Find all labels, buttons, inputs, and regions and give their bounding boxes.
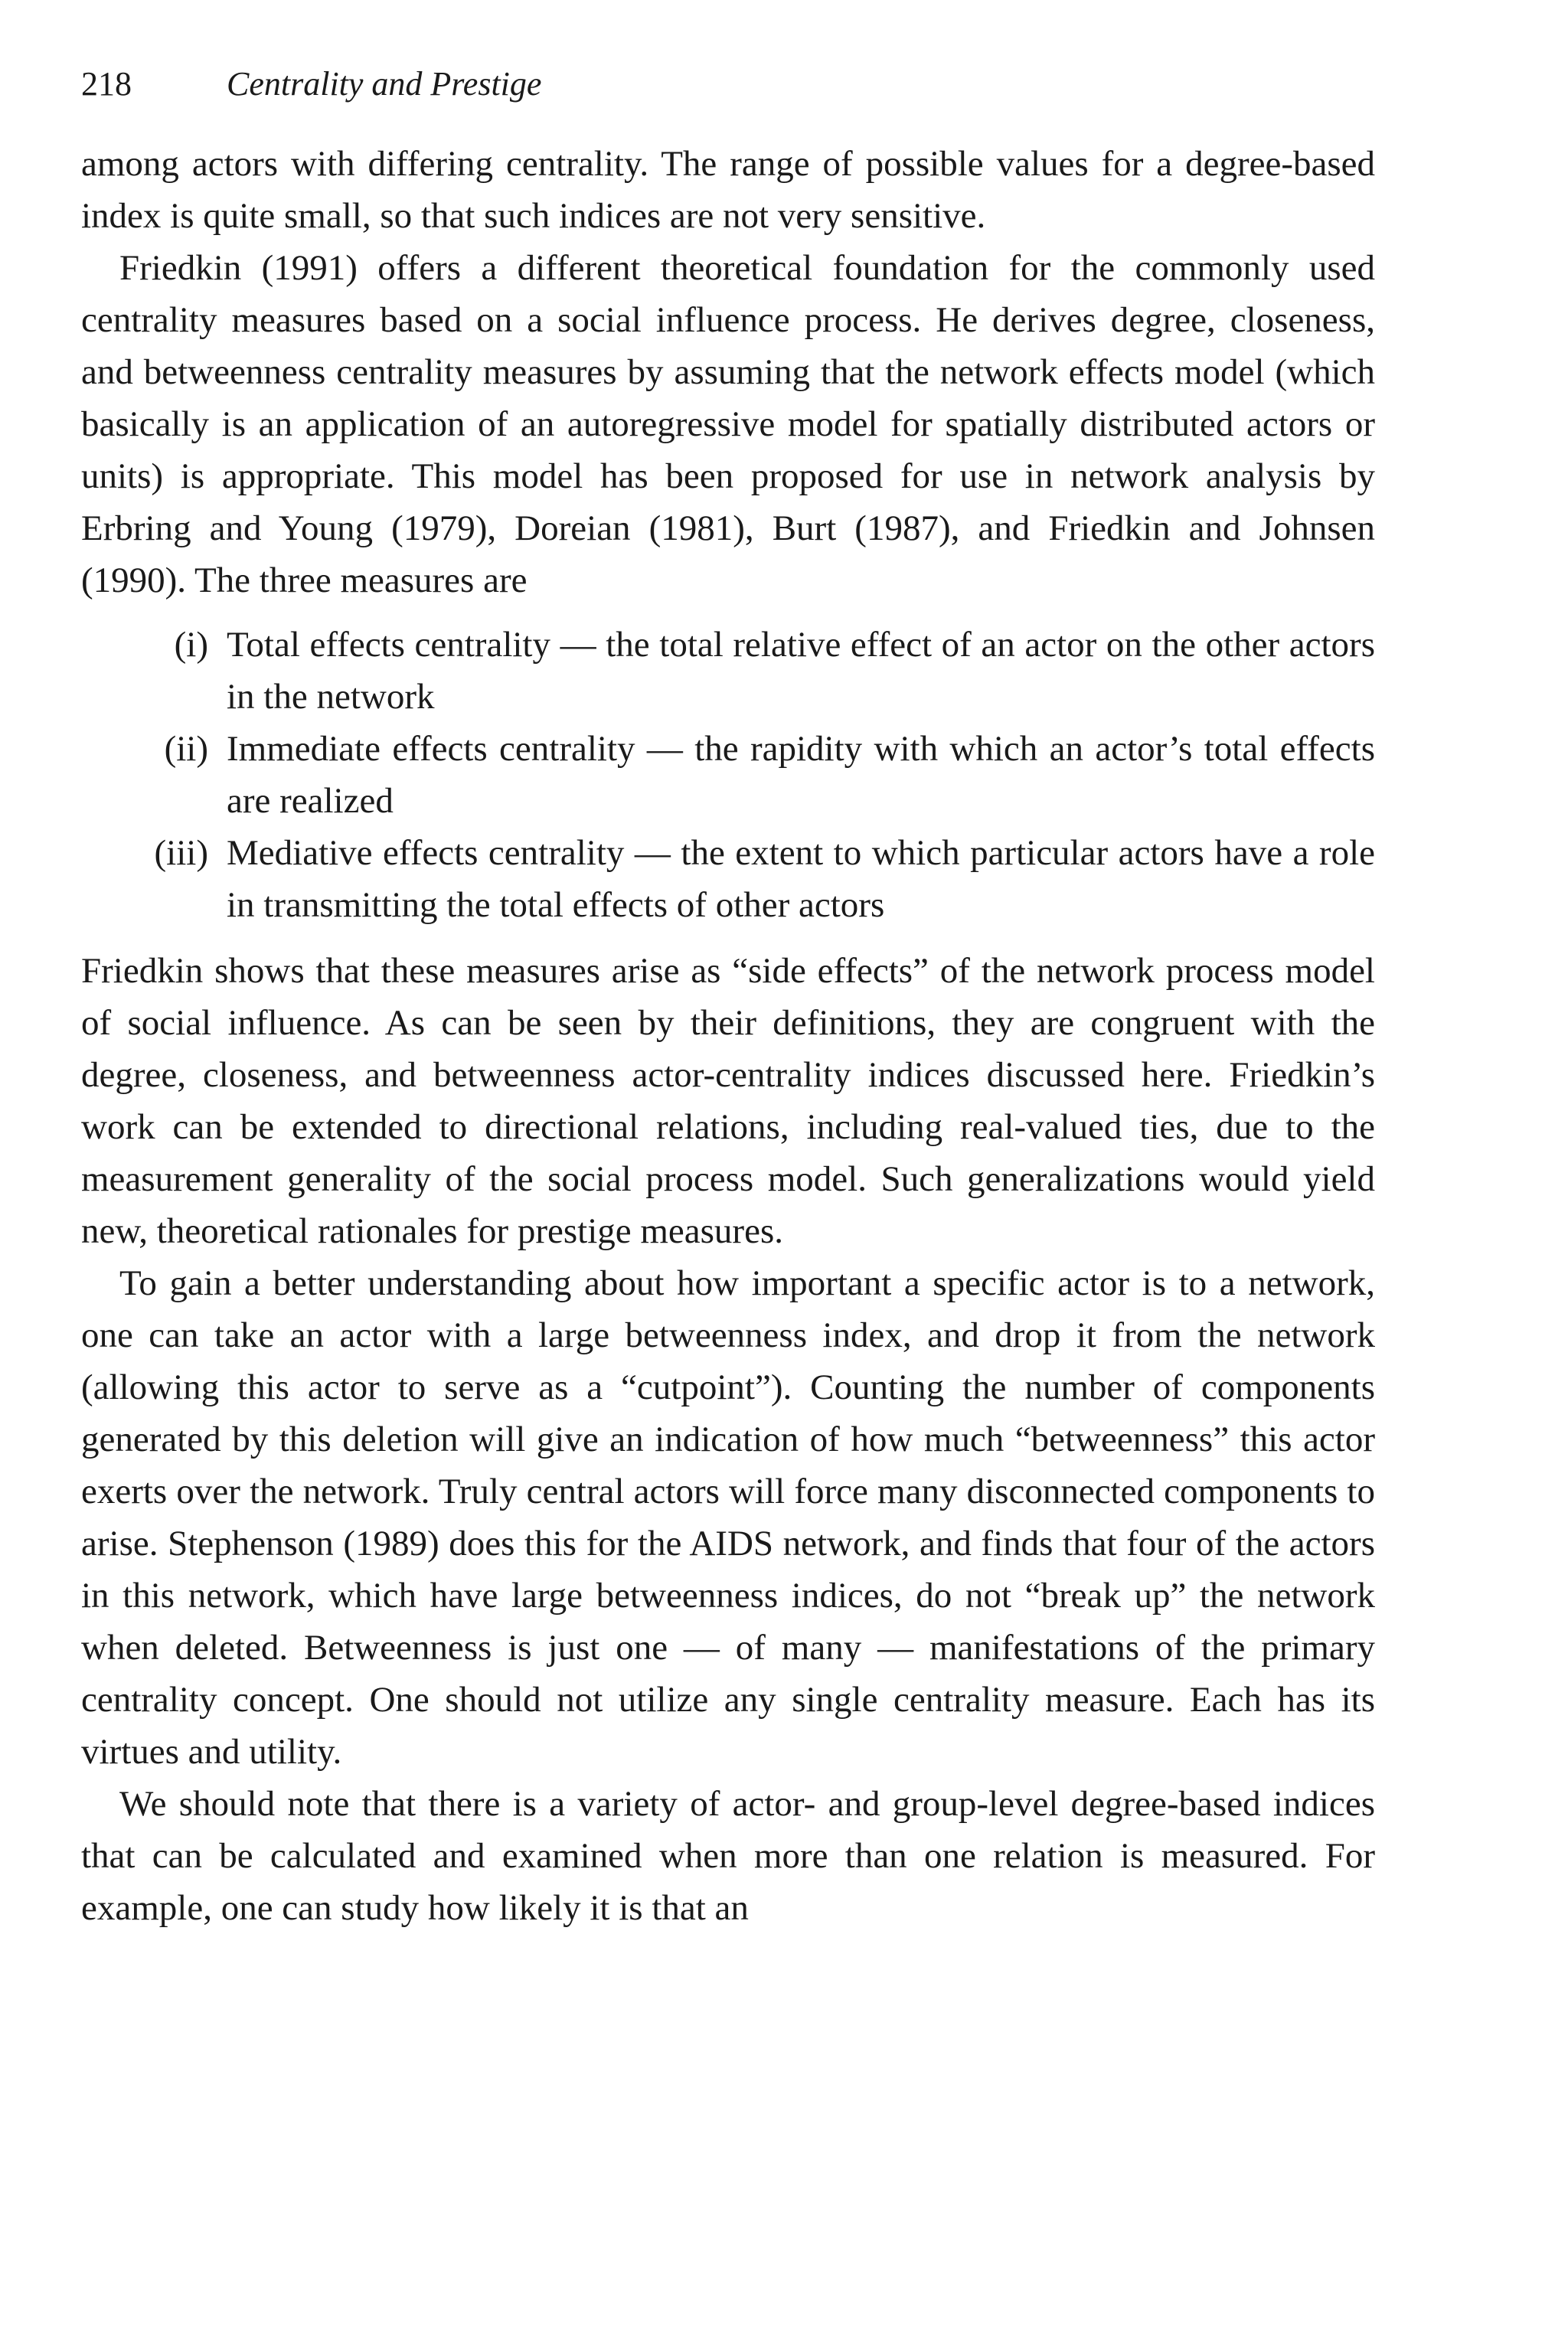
running-title: Centrality and Prestige: [227, 65, 542, 103]
paragraph-cutpoint: To gain a better understanding about how important a specific actor is to a network, one can take an actor with a large betweenness index, and drop it from the network (allowing this actor to serve as a “cutpoint”). Counting the number of components generated by this deletion will give an indication of how much “betweenness” this actor exerts over the network. Truly central actors will force many disconnected components to arise. Stephenson (1989) does this for the AIDS network, and finds that four of the actors in this network, which have large betweenness indices, do not “break up” the network when deleted. Betweenness is just one — of many — manifestations of the primary centrality concept. One should not utilize any single centrality measure. Each has its virtues and utility.: [81, 1263, 1375, 1772]
paragraph-continued: among actors with differing centrality. The range of possible values for a degree-based index is quite small, so that such indices are not very sensitive.: [81, 144, 1375, 236]
list-marker: (iii): [154, 833, 208, 873]
paragraph-side-effects: Friedkin shows that these measures arise as “side effects” of the network process model of social influence. As can be seen by their definitions, they are congruent with the degree, closeness, and betweenness actor-centrality indices discussed here. Friedkin’s work can be extended to directional relations, including real-valued ties, due to the measurement generality of the social process model. Such generalizations would yield new, theoretical rationales for prestige measures.: [81, 951, 1375, 1251]
list-item: [81, 619, 1375, 723]
running-head: [81, 61, 1375, 138]
book-page: [81, 61, 1375, 1934]
list-item: [81, 723, 1375, 827]
list-item-text: Immediate effects centrality — the rapidity with which an actor’s total effects are realized: [227, 729, 1375, 821]
page-number: 218: [81, 65, 132, 103]
list-item-text: Total effects centrality — the total relative effect of an actor on the other actors in the network: [227, 625, 1375, 717]
list-marker: (ii): [164, 729, 208, 769]
list-item: [81, 827, 1375, 931]
paragraph-degree-indices: We should note that there is a variety of actor- and group-level degree-based indices that can be calculated and examined when more than one relation is measured. For example, one can study how likely it is that an: [81, 1784, 1375, 1928]
list-item-text: Mediative effects centrality — the extent to which particular actors have a role in transmitting the total effects of other actors: [227, 833, 1375, 925]
paragraph-friedkin-foundation: Friedkin (1991) offers a different theoretical foundation for the commonly used centrality measures based on a social influence process. He derives degree, closeness, and betweenness centrality measures by assuming that the network effects model (which basically is an application of an autoregressive model for spatially distributed actors or units) is appropriate. This model has been proposed for use in network analysis by Erbring and Young (1979), Doreian (1981), Burt (1987), and Friedkin and Johnsen (1990). The three measures are: [81, 248, 1375, 600]
list-marker: (i): [174, 625, 208, 665]
centrality-measures-list: [81, 619, 1375, 931]
